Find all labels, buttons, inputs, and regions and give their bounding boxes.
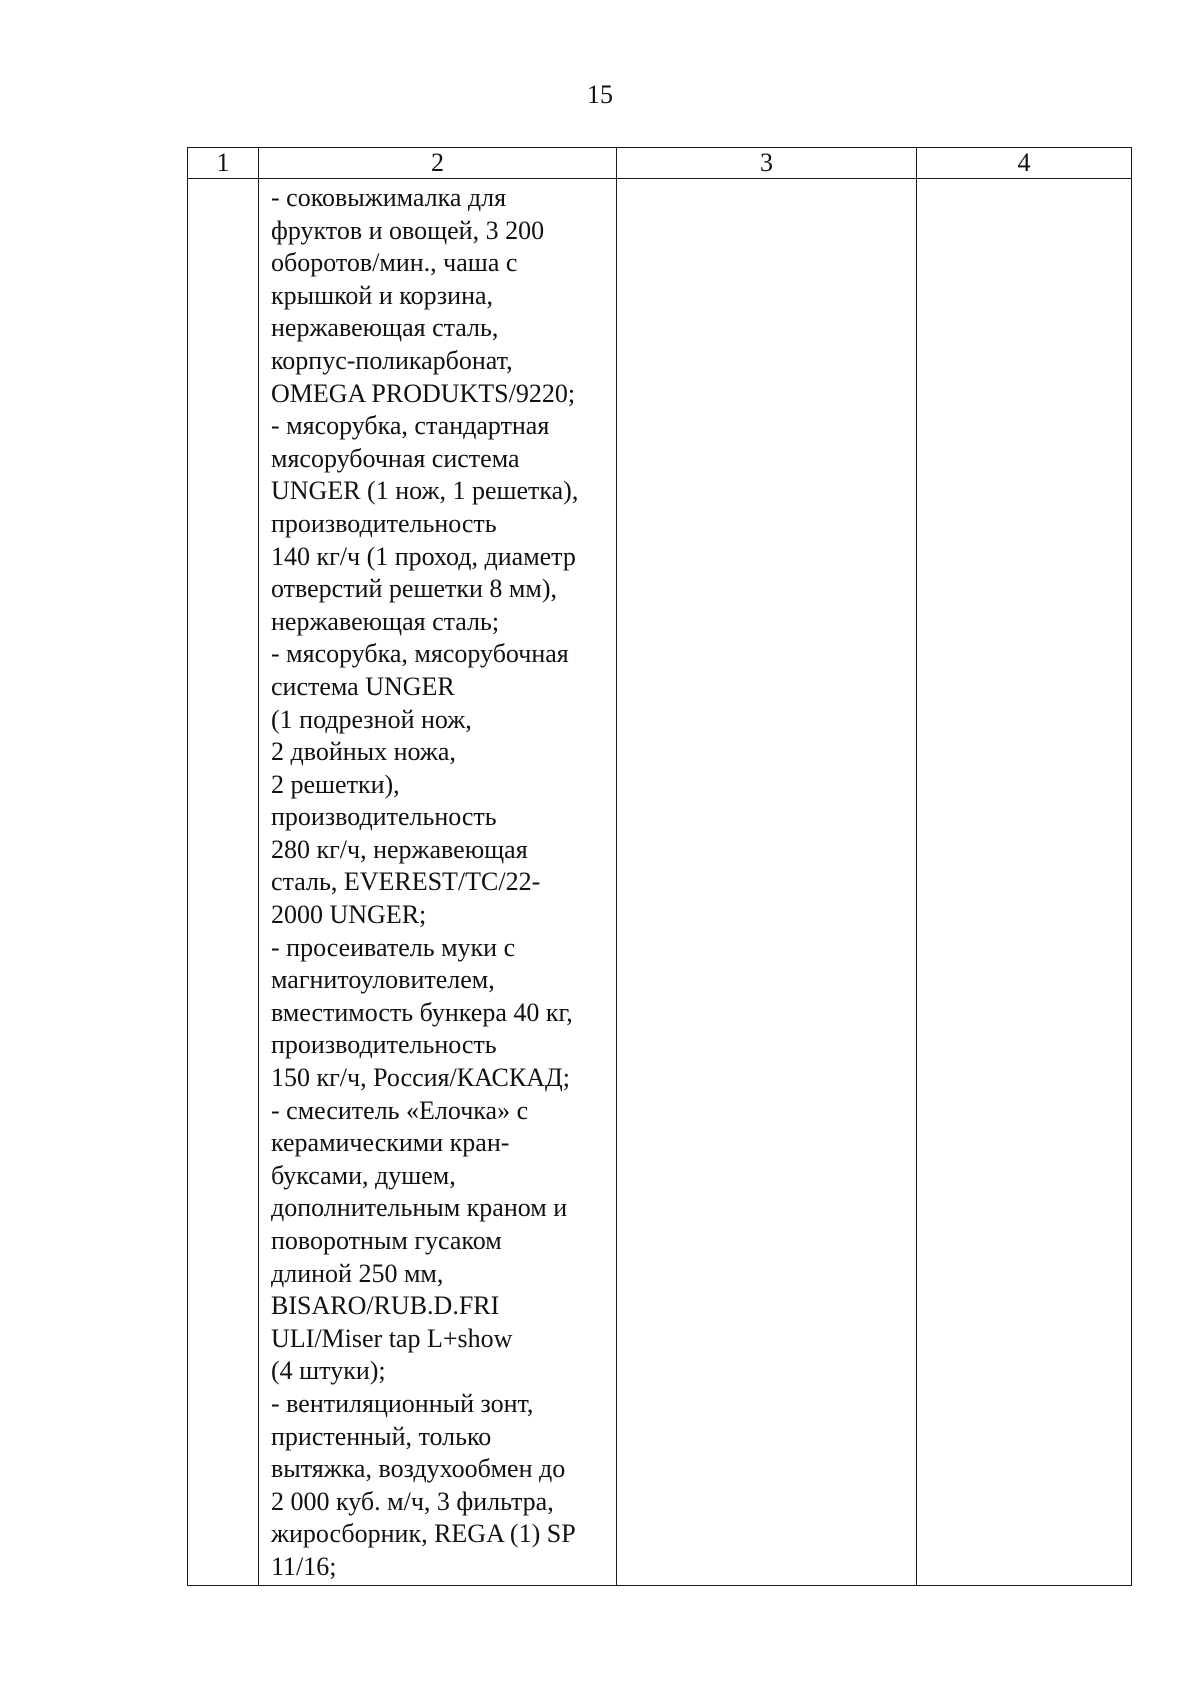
table-header-row (188, 148, 1132, 179)
description-line: производительность (271, 802, 497, 832)
description-line: ULI/Miser tap L+show (271, 1323, 513, 1353)
description-line: нержавеющая сталь; (271, 606, 500, 636)
description-line: OMEGA PRODUKTS/9220; (271, 378, 576, 408)
column-header-1: 1 (188, 148, 259, 179)
description-line: отверстий решетки 8 мм), (271, 574, 557, 604)
description-line: керамическими кран- (271, 1128, 510, 1158)
cell-col4 (917, 179, 1132, 1586)
page-number: 15 (587, 80, 613, 109)
description-line: 280 кг/ч, нержавеющая (271, 834, 528, 864)
cell-col1 (188, 179, 259, 1586)
column-header-4: 4 (917, 148, 1132, 179)
description-line: BISARO/RUB.D.FRI (271, 1291, 500, 1321)
description-line: мясорубочная система (271, 443, 520, 473)
description-line: корпус-поликарбонат, (271, 345, 513, 375)
description-line: - мясорубка, мясорубочная (271, 639, 569, 669)
column-header-3: 3 (617, 148, 917, 179)
description-line: вытяжка, воздухообмен до (271, 1454, 566, 1484)
description-line: 2 решетки), (271, 769, 400, 799)
description-line: 2000 UNGER; (271, 900, 427, 930)
description-line: вместимость бункера 40 кг, (271, 997, 573, 1027)
column-header-2: 2 (259, 148, 617, 179)
description-line: производительность (271, 508, 497, 538)
description-line: - соковыжималка для (271, 183, 507, 212)
equipment-description-text (271, 182, 616, 1584)
description-line: система UNGER (271, 671, 455, 701)
description-line: 140 кг/ч (1 проход, диаметр (271, 541, 576, 571)
description-line: - смеситель «Елочка» с (271, 1095, 529, 1125)
description-line: поворотным гусаком (271, 1226, 502, 1255)
description-line: буксами, душем, (271, 1160, 456, 1190)
table-row (188, 179, 1132, 1586)
equipment-description-cell (259, 179, 617, 1586)
description-line: - вентиляционный зонт, (271, 1388, 534, 1418)
description-line: магнитоуловителем, (271, 965, 495, 995)
description-line: - просеиватель муки с (271, 932, 516, 962)
description-line: жиросборник, REGA (1) SP (271, 1519, 576, 1549)
description-line: длиной 250 мм, (271, 1258, 444, 1288)
description-line: дополнительным краном и (271, 1193, 568, 1223)
description-line: 2 000 куб. м/ч, 3 фильтра, (271, 1486, 554, 1516)
description-line: (1 подрезной нож, (271, 704, 472, 734)
description-line: оборотов/мин., чаша с (271, 248, 518, 278)
description-line: фруктов и овощей, 3 200 (271, 215, 545, 245)
description-line: 11/16; (271, 1551, 337, 1581)
description-line: UNGER (1 нож, 1 решетка), (271, 476, 579, 506)
cell-col3 (617, 179, 917, 1586)
description-line: нержавеющая сталь, (271, 313, 499, 343)
description-line: 150 кг/ч, Россия/КАСКАД; (271, 1063, 570, 1093)
description-line: - мясорубка, стандартная (271, 411, 550, 441)
equipment-table (187, 147, 1132, 1586)
description-line: пристенный, только (271, 1421, 492, 1451)
description-line: (4 штуки); (271, 1356, 386, 1386)
description-line: производительность (271, 1030, 497, 1060)
description-line: крышкой и корзина, (271, 280, 494, 310)
description-line: сталь, EVEREST/TC/22- (271, 867, 541, 897)
description-line: 2 двойных ножа, (271, 737, 456, 767)
